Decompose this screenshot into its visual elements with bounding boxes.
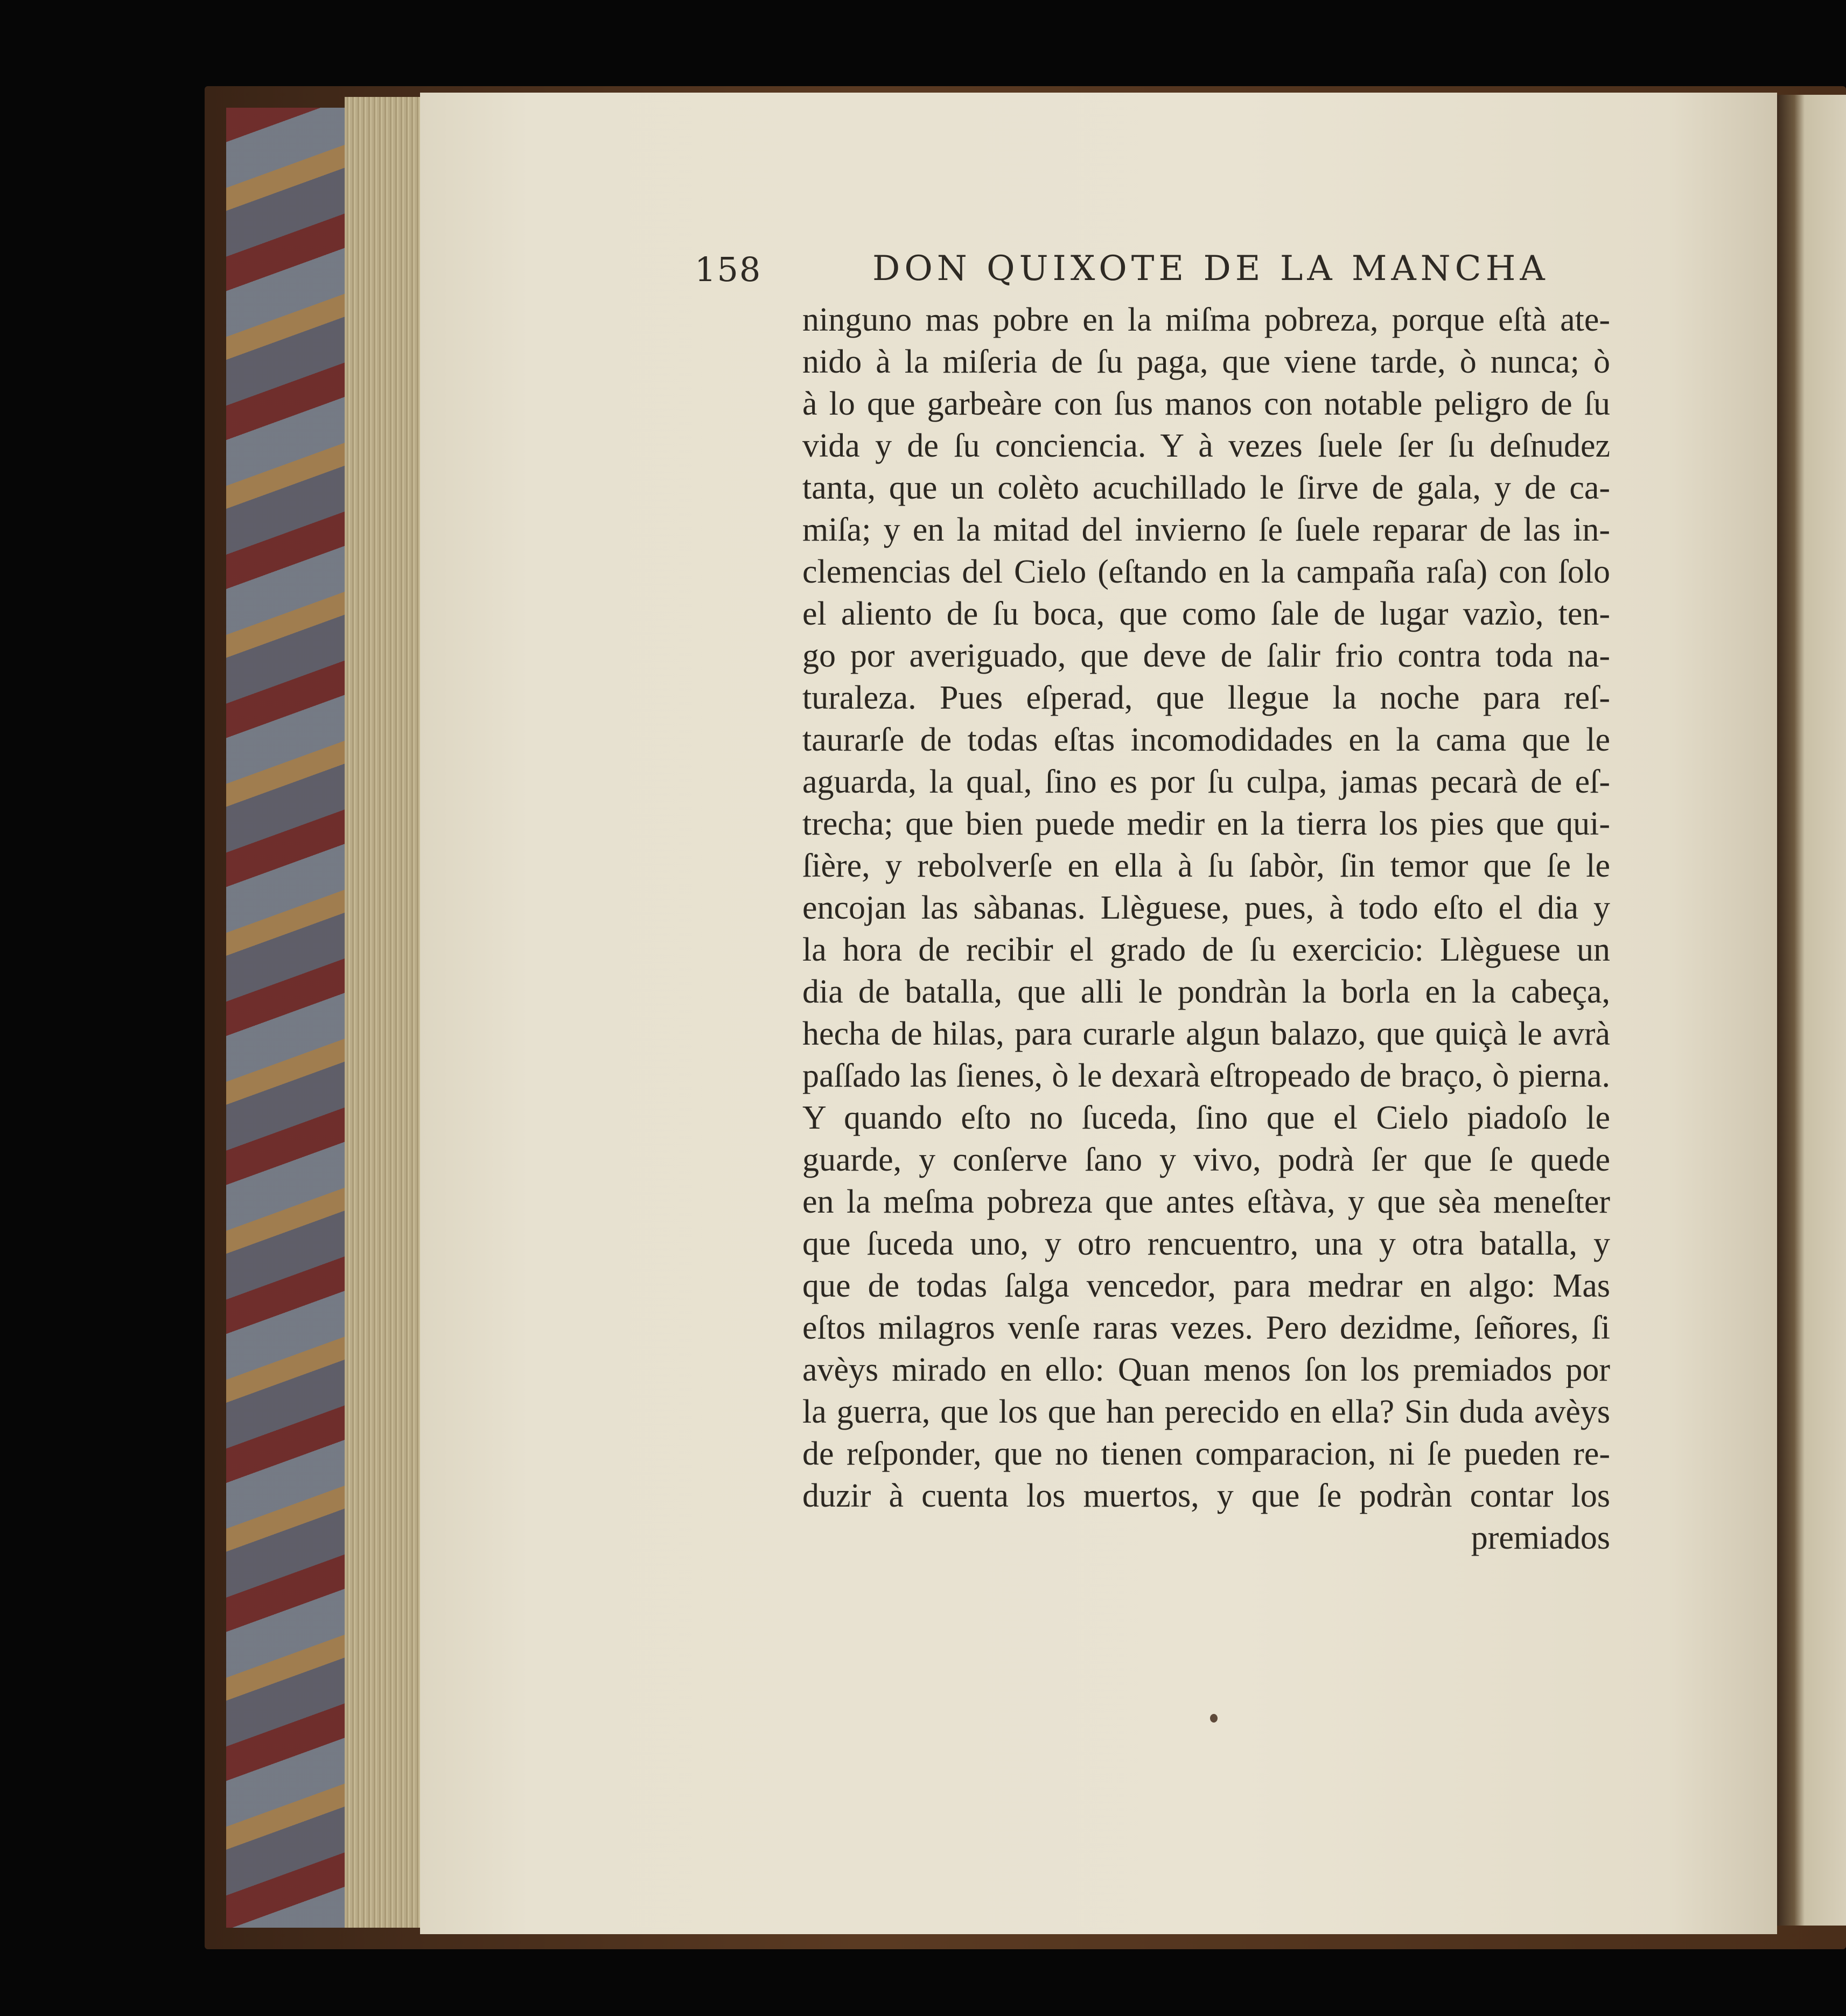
text-line: avèys mirado en ello: Quan menos ſon los premiados por <box>802 1352 1610 1388</box>
text-line: Y quando eſto no ſuceda, ſino que el Cielo piadoſo le <box>802 1100 1610 1136</box>
text-line: go por averiguado, que deve de ſalir frio contra toda na- <box>802 638 1610 674</box>
page-header <box>695 247 1621 300</box>
text-line: duzir à cuenta los muertos, y que ſe podràn contar los <box>802 1478 1610 1514</box>
text-line: la guerra, que los que han perecido en ella? Sin duda avèys <box>802 1394 1610 1430</box>
text-line: eſtos milagros venſe raras vezes. Pero dezidme, ſeñores, ſi <box>802 1310 1610 1346</box>
text-line: encojan las sàbanas. Llèguese, pues, à todo eſto el dia y <box>802 890 1610 926</box>
facing-page-edge <box>1777 95 1846 1926</box>
text-line: miſa; y en la mitad del invierno ſe ſuele reparar de las in- <box>802 512 1610 548</box>
text-line: tanta, que un colèto acuchillado le ſirve de gala, y de ca- <box>802 470 1610 506</box>
ink-spot <box>1210 1714 1218 1723</box>
text-line: dia de batalla, que alli le pondràn la borla en la cabeça, <box>802 974 1610 1010</box>
marbled-endpaper <box>226 108 345 1928</box>
text-line: en la meſma pobreza que antes eſtàva, y que sèa meneſter <box>802 1184 1610 1220</box>
text-line: que ſuceda uno, y otro rencuentro, una y otra batalla, y <box>802 1226 1610 1262</box>
text-line: paſſado las ſienes, ò le dexarà eſtropeado de braço, ò pierna. <box>802 1058 1610 1094</box>
running-title: DON QUIXOTE DE LA MANCHA <box>872 249 1549 289</box>
page-edges <box>345 97 420 1928</box>
text-line: hecha de hilas, para curarle algun balazo, que quiçà le avrà <box>802 1016 1610 1052</box>
text-line: guarde, y conſerve ſano y vivo, podrà ſer que ſe quede <box>802 1142 1610 1178</box>
page-number: 158 <box>695 250 762 289</box>
text-line: el aliento de ſu boca, que como ſale de lugar vazìo, ten- <box>802 596 1610 632</box>
text-line: à lo que garbeàre con ſus manos con notable peligro de ſu <box>802 386 1610 422</box>
text-line: trecha; que bien puede medir en la tierra los pies que qui- <box>802 806 1610 842</box>
text-line: ninguno mas pobre en la miſma pobreza, porque eſtà ate- <box>802 302 1610 338</box>
text-line: taurarſe de todas eſtas incomodidades en la cama que le <box>802 722 1610 758</box>
text-line: nido à la miſeria de ſu paga, que viene tarde, ò nunca; ò <box>802 344 1610 380</box>
text-line: aguarda, la qual, ſino es por ſu culpa, jamas pecarà de eſ- <box>802 764 1610 800</box>
body-text <box>802 299 1610 1559</box>
text-line: la hora de recibir el grado de ſu exercicio: Llèguese un <box>802 932 1610 968</box>
text-line: clemencias del Cielo (eſtando en la campaña raſa) con ſolo <box>802 554 1610 590</box>
text-line: turaleza. Pues eſperad, que llegue la noche para reſ- <box>802 680 1610 716</box>
text-line: ſière, y rebolverſe en ella à ſu ſabòr, ſin temor que ſe le <box>802 848 1610 884</box>
text-line: vida y de ſu conciencia. Y à vezes ſuele ſer ſu deſnudez <box>802 428 1610 464</box>
text-line: que de todas ſalga vencedor, para medrar en algo: Mas <box>802 1268 1610 1304</box>
text-line: de reſponder, que no tienen comparacion, ni ſe pueden re- <box>802 1436 1610 1472</box>
catchword: premiados <box>1471 1520 1610 1556</box>
